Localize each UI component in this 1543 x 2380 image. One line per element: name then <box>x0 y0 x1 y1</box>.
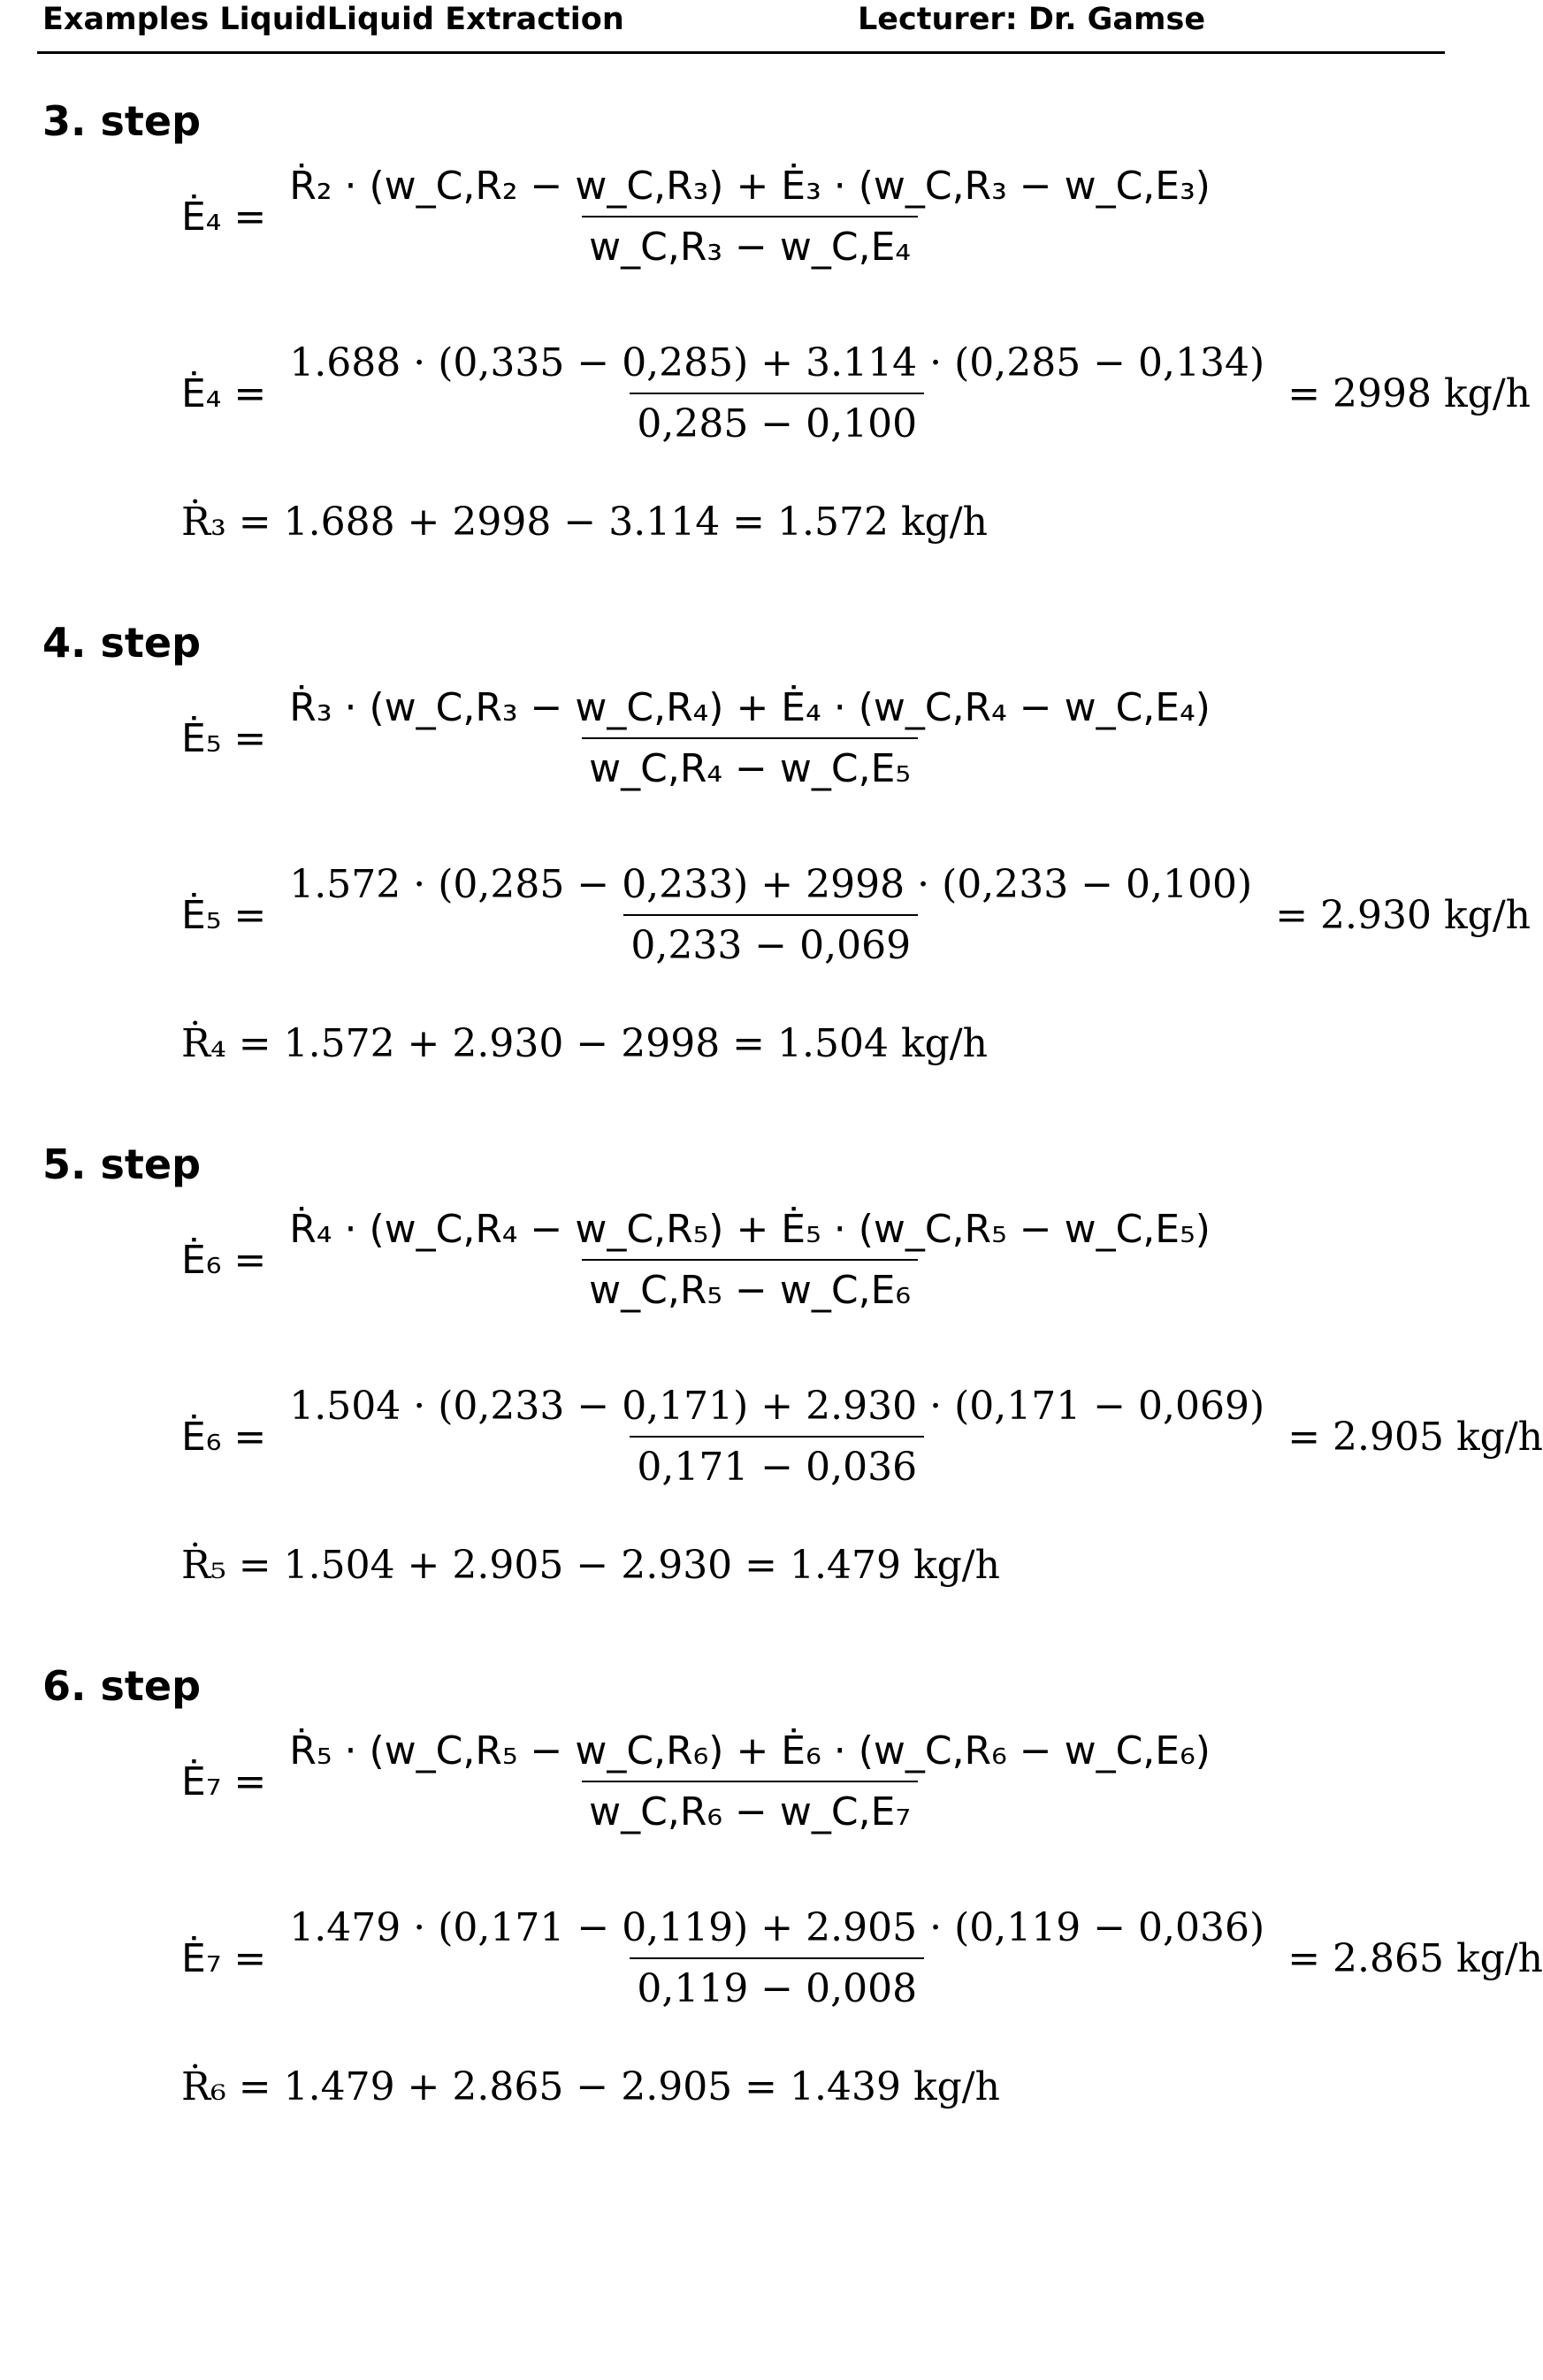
step-6-numeric-denominator: 0,119 − 0,008 <box>630 1957 924 2011</box>
step-3-numeric-fraction <box>282 340 1272 446</box>
step-4-general-fraction <box>282 685 1218 791</box>
step-5-title: 5. step <box>42 1140 201 1188</box>
step-5-numeric-denominator: 0,171 − 0,036 <box>630 1436 924 1490</box>
step-6-general-fraction <box>282 1728 1218 1835</box>
step-5-numeric-fraction <box>282 1384 1272 1490</box>
step-3-numeric-numerator: 1.688 · (0,335 − 0,285) + 3.114 · (0,285 − 0,134) <box>289 340 1265 385</box>
step-5-general-fraction <box>282 1207 1218 1313</box>
step-4-numeric-numerator: 1.572 · (0,285 − 0,233) + 2998 · (0,233 − 0,100) <box>289 862 1253 907</box>
step-6-numeric-fraction <box>282 1905 1272 2011</box>
step-6-numeric-result: = 2.865 kg/h <box>1287 1935 1543 1981</box>
step-3-general-denominator: w_C,R₃ − w_C,E₄ <box>582 216 918 270</box>
step-4-general-lhs: Ė₅ = <box>181 715 267 761</box>
step-6-balance: Ṙ₆ = 1.479 + 2.865 − 2.905 = 1.439 kg/h <box>181 2064 1000 2109</box>
step-5-general-lhs: Ė₆ = <box>181 1237 267 1283</box>
step-3-balance: Ṙ₃ = 1.688 + 2998 − 3.114 = 1.572 kg/h <box>181 500 988 545</box>
step-5-balance: Ṙ₅ = 1.504 + 2.905 − 2.930 = 1.479 kg/h <box>181 1543 1000 1588</box>
step-5-general-equation <box>181 1207 1218 1313</box>
step-4-numeric-denominator: 0,233 − 0,069 <box>623 914 918 968</box>
header-lecturer: Lecturer: Dr. Gamse <box>858 2 1206 37</box>
step-4-numeric-result: = 2.930 kg/h <box>1275 892 1531 938</box>
step-6-title: 6. step <box>42 1662 201 1710</box>
step-4-numeric-fraction <box>282 862 1259 968</box>
step-4-numeric-equation <box>181 862 1531 968</box>
step-3-numeric-equation <box>181 340 1531 446</box>
step-3-general-numerator: Ṙ₂ · (w_C,R₂ − w_C,R₃) + Ė₃ · (w_C,R₃ − w_C,E₃) <box>289 164 1211 209</box>
step-3-title: 3. step <box>42 97 201 145</box>
step-5-general-numerator: Ṙ₄ · (w_C,R₄ − w_C,R₅) + Ė₅ · (w_C,R₅ − w_C,E₅) <box>289 1207 1211 1252</box>
header-title: Examples LiquidLiquid Extraction <box>42 2 624 37</box>
step-6-general-denominator: w_C,R₆ − w_C,E₇ <box>582 1781 918 1835</box>
step-6-general-numerator: Ṙ₅ · (w_C,R₅ − w_C,R₆) + Ė₆ · (w_C,R₆ − w_C,E₆) <box>289 1728 1211 1774</box>
step-6-numeric-numerator: 1.479 · (0,171 − 0,119) + 2.905 · (0,119 − 0,036) <box>289 1905 1265 1950</box>
step-5-general-denominator: w_C,R₅ − w_C,E₆ <box>582 1259 918 1313</box>
page-header <box>37 0 1445 54</box>
step-4-general-denominator: w_C,R₄ − w_C,E₅ <box>582 737 918 791</box>
step-4-general-numerator: Ṙ₃ · (w_C,R₃ − w_C,R₄) + Ė₄ · (w_C,R₄ − w_C,E₄) <box>289 685 1211 730</box>
step-3-general-fraction <box>282 164 1218 270</box>
step-6-general-equation <box>181 1728 1218 1835</box>
step-5-numeric-numerator: 1.504 · (0,233 − 0,171) + 2.930 · (0,171 − 0,069) <box>289 1384 1265 1429</box>
step-4-title: 4. step <box>42 619 201 667</box>
step-6-general-lhs: Ė₇ = <box>181 1758 267 1804</box>
step-4-numeric-lhs: Ė₅ = <box>181 892 267 938</box>
step-4-balance: Ṙ₄ = 1.572 + 2.930 − 2998 = 1.504 kg/h <box>181 1021 988 1066</box>
step-3-general-lhs: Ė₄ = <box>181 194 267 240</box>
step-6-numeric-equation <box>181 1905 1543 2011</box>
step-4-general-equation <box>181 685 1218 791</box>
step-3-numeric-lhs: Ė₄ = <box>181 370 267 416</box>
step-5-numeric-result: = 2.905 kg/h <box>1287 1414 1543 1460</box>
step-3-numeric-result: = 2998 kg/h <box>1287 370 1531 416</box>
step-3-numeric-denominator: 0,285 − 0,100 <box>630 393 924 446</box>
step-3-general-equation <box>181 164 1218 270</box>
step-6-numeric-lhs: Ė₇ = <box>181 1935 267 1981</box>
step-5-numeric-equation <box>181 1384 1543 1490</box>
step-5-numeric-lhs: Ė₆ = <box>181 1414 267 1460</box>
